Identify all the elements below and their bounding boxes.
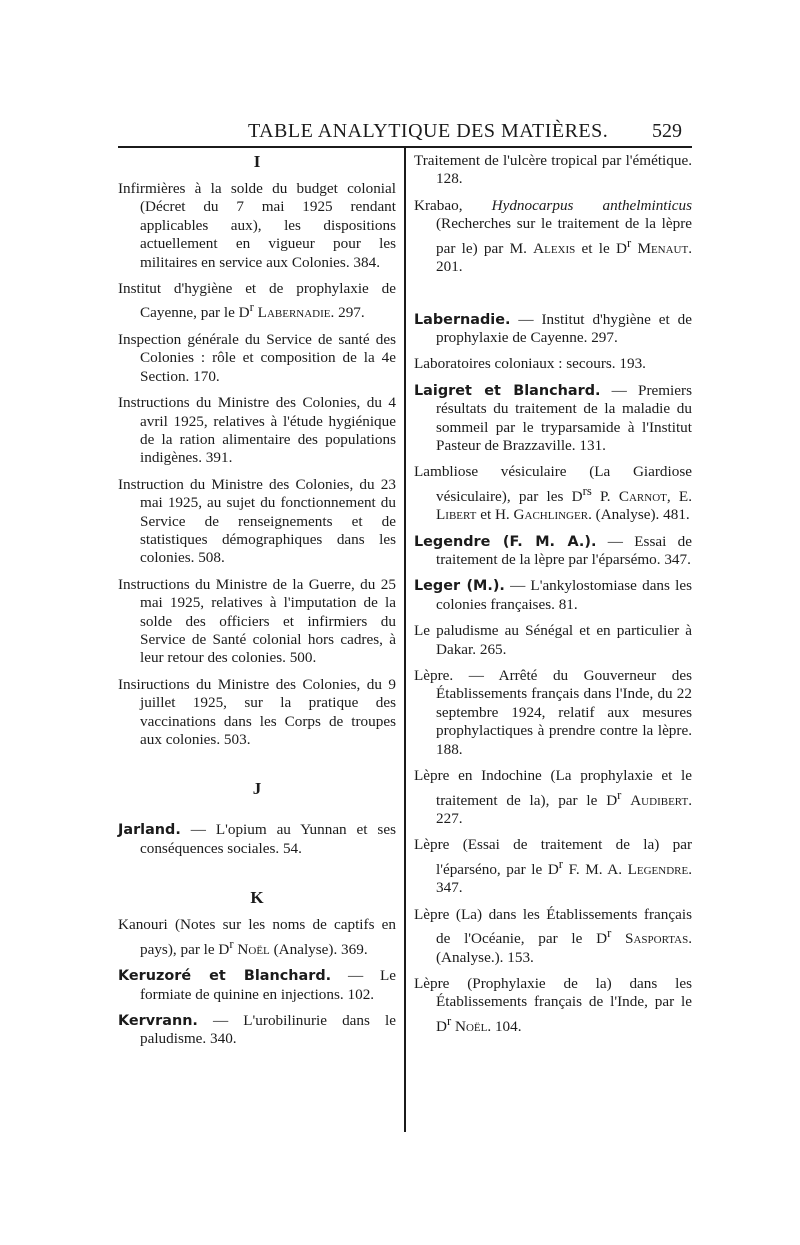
author-name: Audibert (630, 791, 689, 809)
index-entry: Kanouri (Notes sur les noms de captifs en pays), par le $D^r$ Noël (Analyse). 369. (118, 916, 396, 958)
author-name: Labernadie. (414, 311, 511, 328)
index-entry: Instruction du Ministre des Colonies, du 23 mai 1925, au sujet du fonctionnement du Service de renseignements et de statistiques démographiques dans les colonies. 508. (118, 475, 396, 567)
author-name: Jarland. (118, 822, 181, 839)
index-entry: Jarland. — L'opium au Yunnan et ses conséquences sociales. 54. (118, 821, 396, 857)
running-title: TABLE ANALYTIQUE DES MATIÈRES. (248, 120, 609, 142)
author-name: Legendre (F. M. A.). (414, 533, 597, 550)
author-name: Keruzoré et Blanchard. (118, 968, 332, 985)
index-entry: Infirmières à la solde du budget colonial (Décret du 7 mai 1925 rendant applicables aux), les dispositions actuellement en vigueur pour les militaires en service aux Colonies. 384. (118, 180, 396, 271)
index-entry: Lèpre (La) dans les Établissements français de l'Océanie, par le $D^r$ Sasportas. (Analyse.). 153. (414, 905, 692, 966)
author-name: Noël (454, 1017, 488, 1035)
index-entry: Le paludisme au Sénégal et en particulier à Dakar. 265. (414, 622, 692, 658)
author-name: Gachlinger (513, 506, 589, 524)
author-name: Libert (436, 506, 477, 524)
index-entry: Lèpre. — Arrêté du Gouverneur des Établissements français dans l'Inde, du 22 septembre 1924, relatif aux mesures prophylactiques à prendre contre la lèpre. 188. (414, 667, 692, 758)
index-entry: Lèpre (Essai de traitement de la) par l'éparséno, par le $D^r$ F. M. A. Legendre. 347. (414, 836, 692, 897)
index-entry: Lèpre (Prophylaxie de la) dans les Établissements français de l'Inde, par le $D^r$ Noël. 104. (414, 974, 692, 1035)
section-letter-j: J (252, 779, 262, 799)
page-number: 529 (652, 120, 682, 142)
index-entry: Traitement de l'ulcère tropical par l'émétique. 128. (414, 152, 692, 188)
author-name: Leger (M.). (414, 578, 505, 595)
index-entry: Laboratoires coloniaux : secours. 193. (414, 355, 646, 373)
index-entry: Legendre (F. M. A.). — Essai de traitement de la lèpre par l'éparsémo. 347. (414, 532, 692, 569)
index-entry: Laigret et Blanchard. — Premiers résultats du traitement de la maladie du sommeil par le tryparsamide à l'Institut Pasteur de Brazzaville. 131. (414, 381, 692, 454)
index-entry: Labernadie. — Institut d'hygiène et de prophylaxie de Cayenne. 297. (414, 310, 692, 346)
index-entry: Insiructions du Ministre des Colonies, du 9 juillet 1925, sur la pratique des vaccinations dans les Corps de troupes aux colonies. 503. (118, 675, 396, 749)
author-name: Alexis (533, 239, 576, 257)
author-name: Laigret et Blanchard. (414, 382, 601, 399)
right-column (414, 152, 692, 1044)
index-entry: Leger (M.). — L'ankylostomiase dans les colonies françaises. 81. (414, 577, 692, 613)
section-letter-i: I (253, 152, 261, 171)
index-entry: Lèpre en Indochine (La prophylaxie et le traitement de la), par le $D^r$ Audibert. 227. (414, 767, 692, 827)
author-name: Menaut (637, 239, 689, 257)
index-entry: Inspection générale du Service de santé des Colonies : rôle et composition de la 4e Section. 170. (118, 330, 396, 385)
author-name: Labernadie (257, 304, 331, 322)
index-entry: Kervrann. — L'urobilinurie dans le paludisme. 340. (118, 1011, 396, 1048)
author-name: Noël (237, 940, 270, 958)
index-entry: Krabao, Hydnocarpus anthelminticus (Recherches sur le traitement de la lèpre par le) par M. Alexis et le $D^r$ Menaut. 201. (414, 196, 693, 276)
section-letter-k: K (250, 888, 264, 908)
species-name: Hydnocarpus anthelminticus (491, 196, 692, 214)
index-entry: Keruzoré et Blanchard. — Le formiate de quinine en injections. 102. (118, 967, 396, 1003)
author-name: Sasportas (625, 930, 689, 948)
index-entry: Instructions du Ministre des Colonies, du 4 avril 1925, relatives à l'étude hygiénique de la ration alimentaire des populations indigènes. 391. (118, 394, 396, 467)
left-column (118, 152, 396, 1057)
author-name: Kervrann. (118, 1012, 198, 1029)
column-divider (404, 147, 406, 1132)
index-entry: Instructions du Ministre de la Guerre, du 25 mai 1925, relatives à l'imputation de la solde des officiers et infirmiers du Service de Santé colonial hors cadres, à leur retour des colonies. 500. (118, 575, 396, 667)
page-header (118, 116, 690, 146)
index-entry: Institut d'hygiène et de prophylaxie de Cayenne, par le $D^r$ Labernadie. 297. (118, 280, 396, 322)
author-name: Carnot (618, 487, 667, 505)
index-entry: Lambliose vésiculaire (La Giardiose vésiculaire), par les $D^{rs}$ P. Carnot, E. Libert et H. Gachlinger. (Analyse). 481. (414, 463, 692, 524)
author-name: Legendre (627, 860, 689, 878)
